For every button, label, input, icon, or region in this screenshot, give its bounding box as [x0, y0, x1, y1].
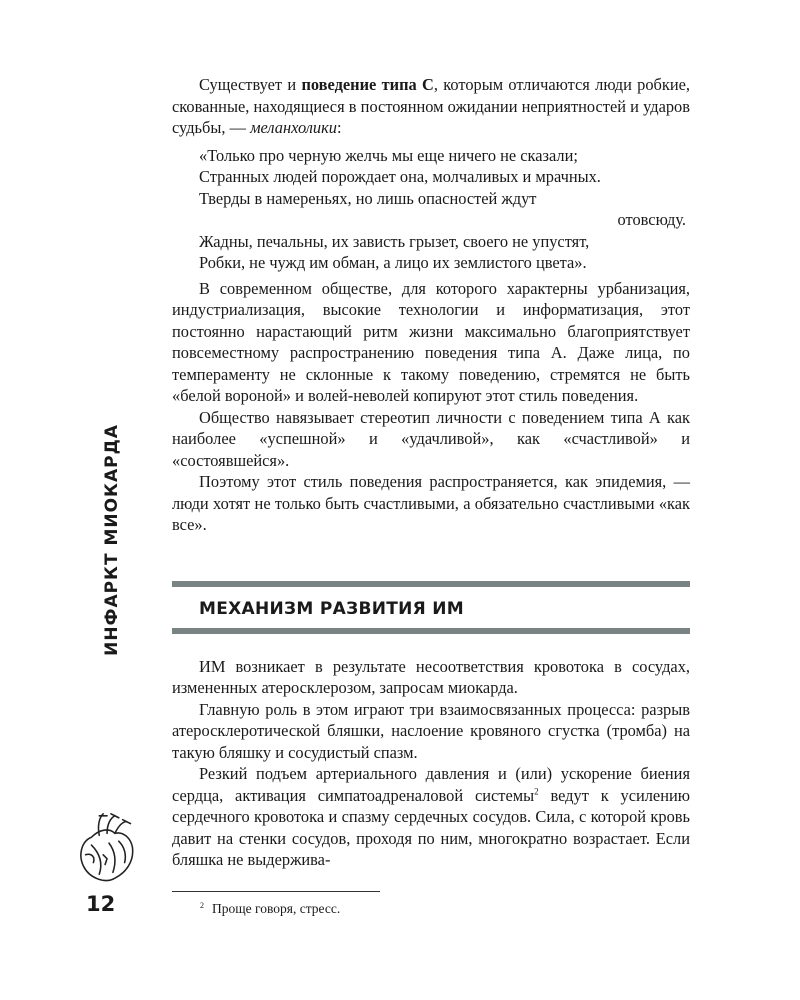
- section-header: [172, 581, 690, 634]
- footnote-reference: 2: [534, 786, 539, 797]
- section-bottom-rule: [172, 628, 690, 634]
- poem-line: Робки, не чужд им обман, а лицо их землистого цвета».: [199, 253, 587, 272]
- intro-bold-term: поведение типа С: [301, 75, 434, 94]
- footnote-rule: [172, 891, 380, 892]
- page-body: [172, 74, 690, 871]
- running-head: ИНФАРКТ МИОКАРДА: [102, 424, 122, 656]
- poem-line: Странных людей порождает она, молчаливых и мрачных.: [199, 167, 601, 186]
- section-paragraph: Главную роль в этом играют три взаимосвязанных процесса: разрыв атеросклеротической бляшки, наслоение кровяного сгустка (тромба) на такую бляшку и сосудистый спазм.: [172, 699, 690, 762]
- footnote-text: Проще говоря, стресс.: [212, 901, 341, 916]
- poem-line: Тверды в намереньях, но лишь опасностей ждут: [199, 188, 537, 208]
- intro-text-middle: , которым отличаются люди робкие, скованные, находящиеся в постоянном ожидании неприятностей и ударов судьбы, —: [172, 75, 690, 137]
- poem-quote: [199, 145, 690, 274]
- body-paragraph: Поэтому этот стиль поведения распространяется, как эпидемия, — люди хотят не только быть счастливыми, а обязательно счастливыми «как все».: [172, 472, 690, 534]
- body-paragraph: В современном обществе, для которого характерны урбанизация, индустриализация, высокие технологии и информатизация, этот постоянно нарастающий ритм жизни максимально благоприятствует повсеместному распространению поведения типа А. Даже лица, по темпераменту не склонные к такому поведению, стремятся не быть «белой вороной» и волей-неволей копируют этот стиль поведения.: [172, 278, 690, 405]
- intro-text-end: :: [336, 118, 342, 137]
- section-paragraph-text-end: ведут к усилению сердечного кровотока и спазму сердечных сосудов. Сила, с которой кровь давит на стенки сосудов, проходя по ним, многократно возрастает. Если бляшка не выдержива-: [172, 785, 690, 869]
- intro-text-start: Существует и: [199, 75, 302, 94]
- poem-line: Жадны, печальны, их зависть грызет, своего не упустят,: [199, 231, 590, 251]
- intro-paragraph: [172, 74, 690, 139]
- section-paragraph: [172, 763, 690, 871]
- poem-line: «Только про черную желчь мы еще ничего не сказали;: [199, 145, 578, 165]
- anatomical-heart-icon: [70, 808, 148, 886]
- poem-line: отовсюду.: [617, 210, 686, 229]
- page-number: 12: [86, 892, 116, 916]
- section-title: МЕХАНИЗМ РАЗВИТИЯ ИМ: [199, 598, 465, 619]
- section-paragraph-text-start: Резкий подъем артериального давления и (или) ускорение биения сердца, активация симпатоадреналовой системы: [172, 764, 690, 805]
- section-paragraph: ИМ возникает в результате несоответствия кровотока в сосудах, измененных атеросклерозом, запросам миокарда.: [172, 656, 690, 697]
- intro-italic-term: меланхолики: [250, 118, 337, 137]
- footnote: [200, 901, 340, 917]
- section-body: [172, 656, 690, 871]
- body-paragraph: Общество навязывает стереотип личности с поведением типа А как наиболее «успешной» и «удачливой», как «счастливой» и «состоявшейся».: [172, 407, 690, 470]
- footnote-mark: 2: [200, 900, 204, 910]
